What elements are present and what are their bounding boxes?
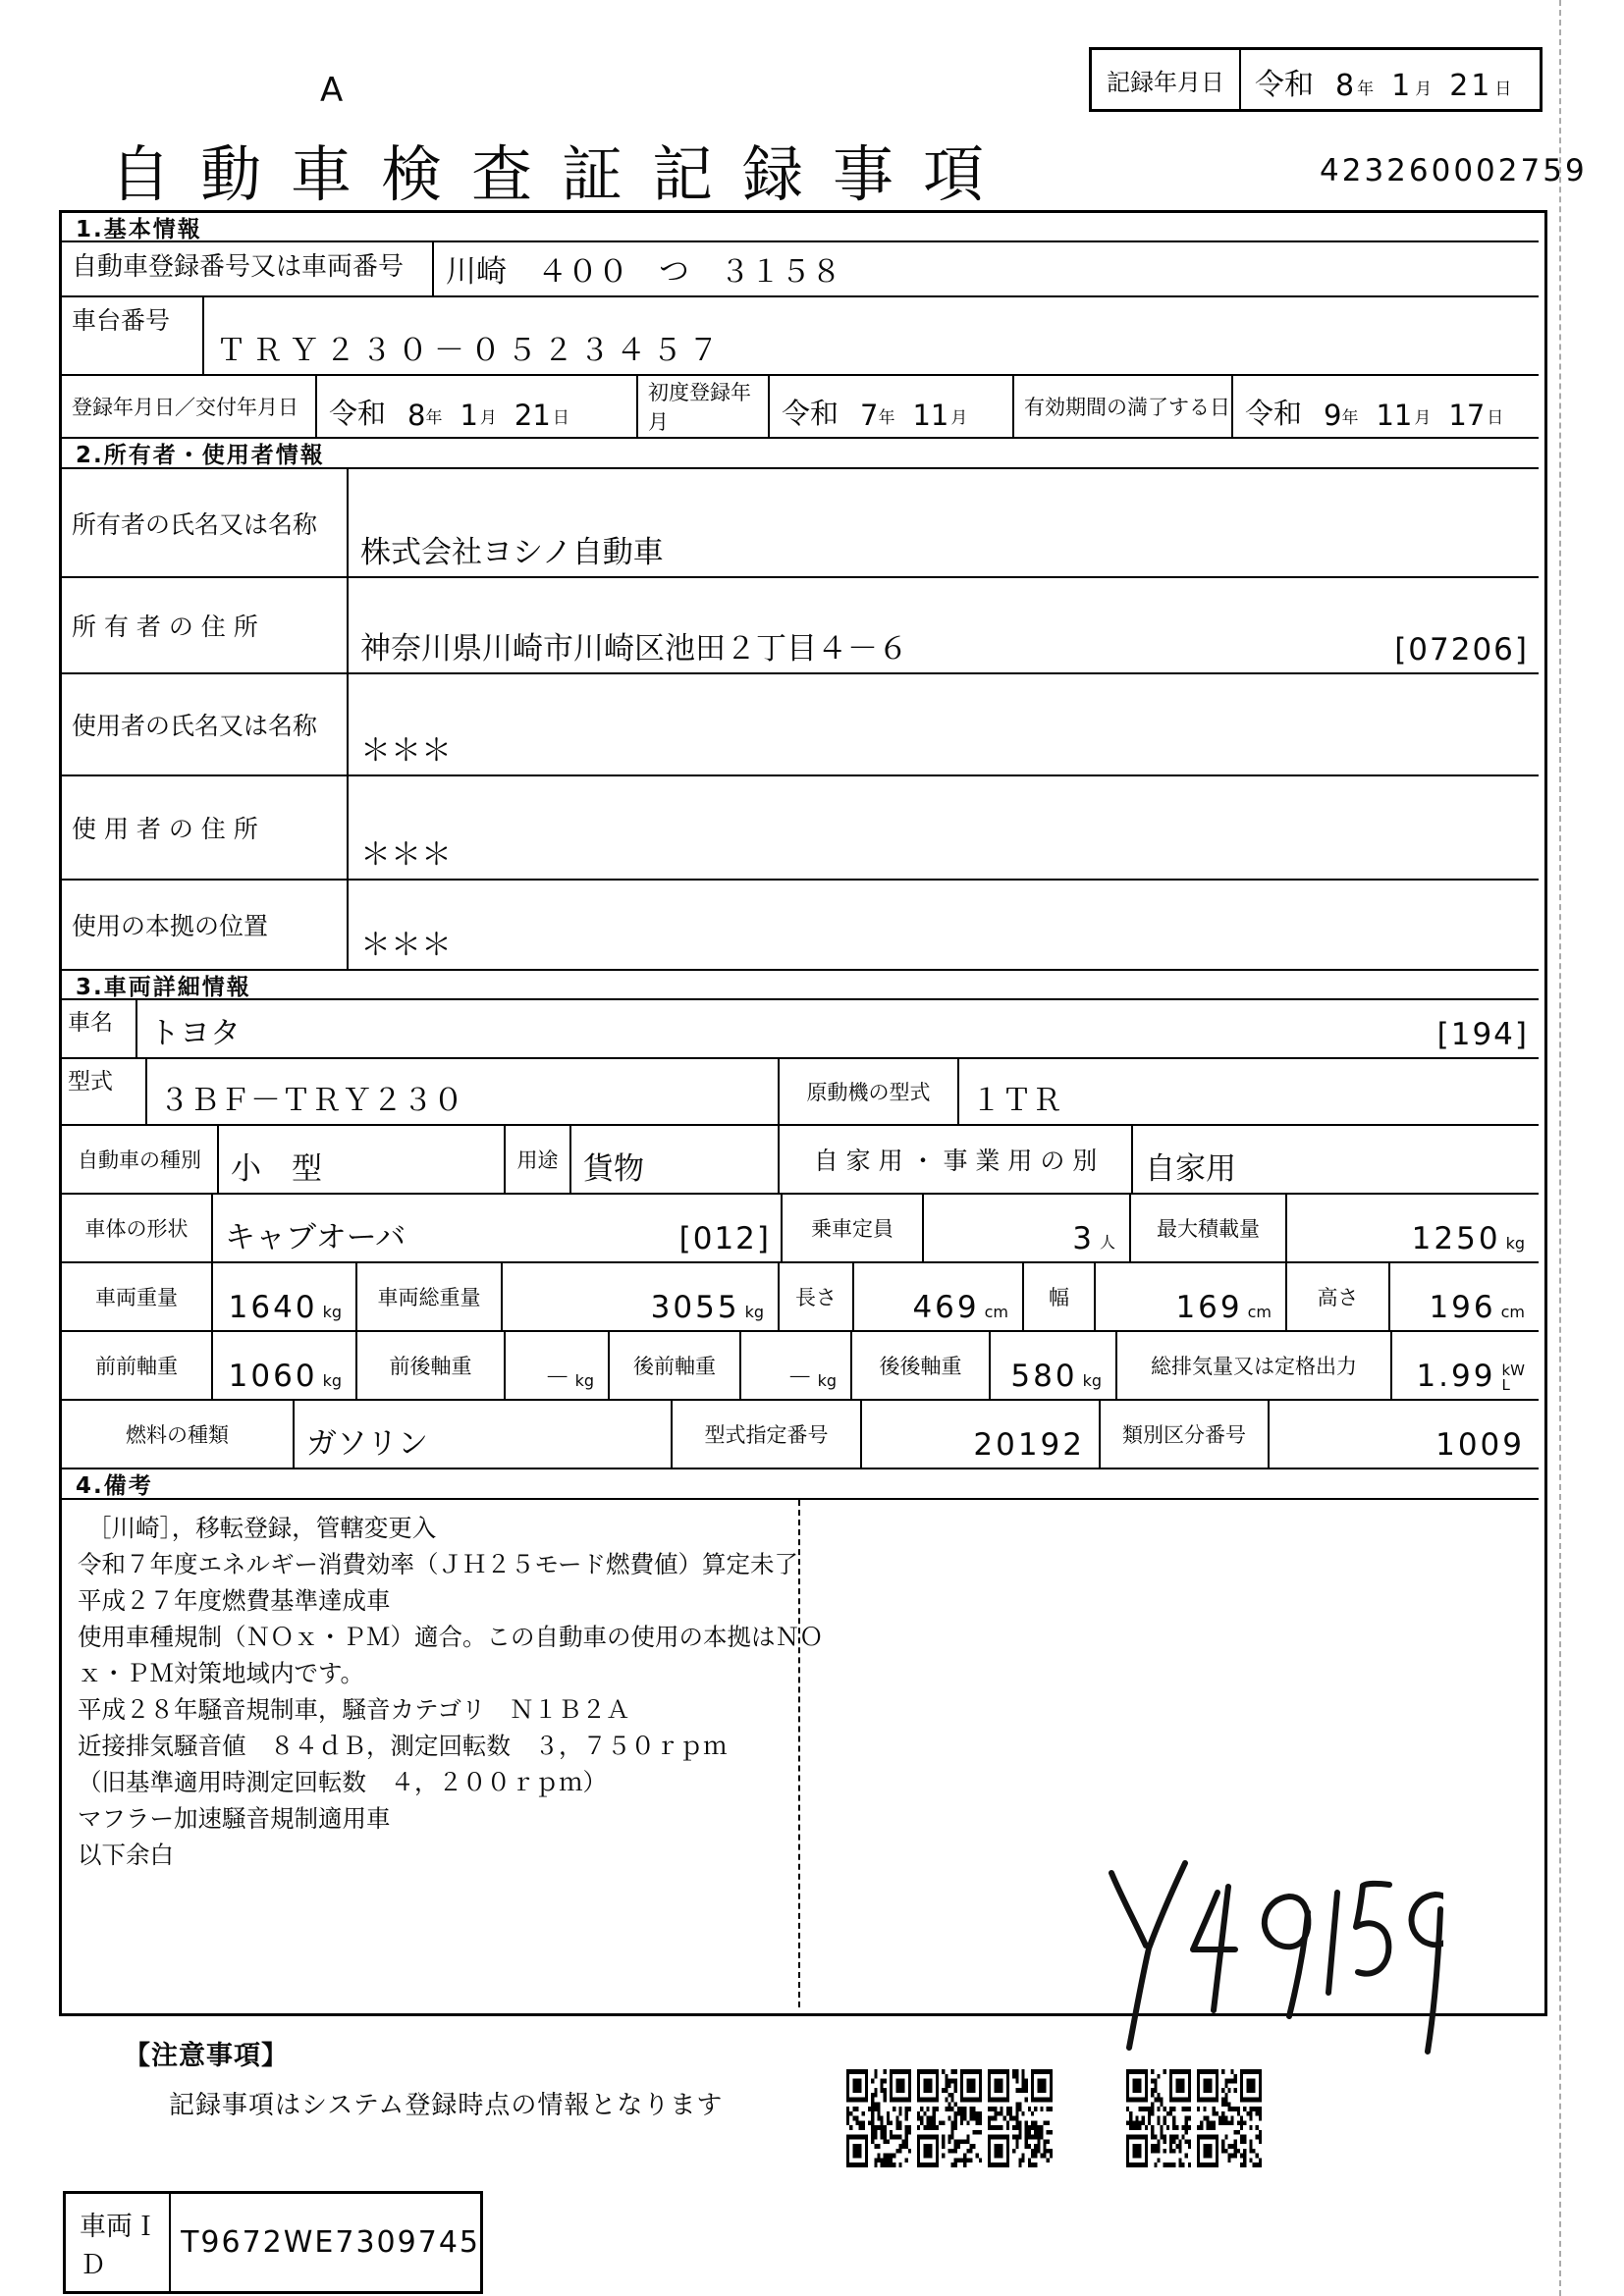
car-name-label: 車名 bbox=[62, 1000, 135, 1059]
expiry-date-label: 有効期間の満了する日 bbox=[1012, 376, 1231, 439]
chassis-number-label: 車台番号 bbox=[62, 297, 202, 376]
category-number-label: 類別区分番号 bbox=[1099, 1401, 1268, 1469]
document-serial-number: 423260002759 bbox=[1320, 153, 1588, 188]
remark-line: 令和７年度エネルギー消費効率（ＪＨ２５モード燃費値）算定未了 bbox=[78, 1550, 799, 1578]
qr-code bbox=[917, 2069, 982, 2167]
remark-line: ｘ・ＰＭ対策地域内です。 bbox=[78, 1659, 365, 1687]
max-load-value: 1250 kg bbox=[1285, 1195, 1539, 1263]
expiry-date-value: 令和 9 年 11 月 17 日 bbox=[1231, 376, 1539, 439]
registration-number-value: 川崎 ４００ つ ３１５８ bbox=[432, 242, 1539, 297]
axle-front-rear-label: 前後軸重 bbox=[355, 1332, 504, 1401]
car-name-code: [194] bbox=[1436, 1017, 1529, 1052]
notice-heading: 【注意事項】 bbox=[124, 2041, 289, 2071]
registration-number-label: 自動車登録番号又は車両番号 bbox=[62, 242, 432, 297]
body-shape-value: キャブオーバ [012] bbox=[211, 1195, 781, 1263]
user-name-label: 使用者の氏名又は名称 bbox=[62, 674, 347, 776]
length-value: 469 cm bbox=[852, 1263, 1022, 1332]
owner-name-value: 株式会社ヨシノ自動車 bbox=[347, 469, 1539, 578]
registration-date-value: 令和 8 年 1 月 21 日 bbox=[315, 376, 636, 439]
engine-model-label: 原動機の型式 bbox=[778, 1059, 957, 1126]
remark-line: 平成２８年騒音規制車，騒音カテゴリ Ｎ１Ｂ２Ａ bbox=[78, 1695, 630, 1724]
user-address-label: 使 用 者 の 住 所 bbox=[62, 776, 347, 881]
vehicle-id-value: T9672WE7309745 bbox=[181, 2225, 480, 2260]
first-registration-value: 令和 7 年 11 月 bbox=[768, 376, 1012, 439]
remark-line: 使用車種規制（ＮＯｘ・ＰＭ）適合。この自動車の使用の本拠はＮＯ bbox=[78, 1623, 824, 1651]
vehicle-id-label: 車両ＩＤ bbox=[66, 2194, 171, 2291]
model-value: ３ＢＦ－ＴＲＹ２３０ bbox=[145, 1059, 778, 1126]
body-shape-label: 車体の形状 bbox=[62, 1195, 211, 1263]
displacement-label: 総排気量又は定格出力 bbox=[1115, 1332, 1390, 1401]
vehicle-class-value: 小 型 bbox=[217, 1126, 504, 1195]
base-location-value: ＊＊＊ bbox=[347, 881, 1539, 971]
axle-front-front-label: 前前軸重 bbox=[62, 1332, 211, 1401]
record-date-label: 記録年月日 bbox=[1092, 50, 1241, 109]
axle-front-front-value: 1060 kg bbox=[211, 1332, 355, 1401]
notice-text: 記録事項はシステム登録時点の情報となります bbox=[169, 2091, 724, 2120]
fuel-value: ガソリン bbox=[293, 1401, 671, 1469]
remark-line: （旧基準適用時測定回転数 ４，２００ｒｐｍ） bbox=[78, 1768, 607, 1796]
max-load-label: 最大積載量 bbox=[1129, 1195, 1285, 1263]
handwritten-number bbox=[1090, 1855, 1443, 2065]
qr-code bbox=[1126, 2069, 1191, 2167]
displacement-value: 1.99 kW L bbox=[1390, 1332, 1539, 1401]
handwriting-strokes bbox=[1090, 1855, 1443, 2061]
qr-code bbox=[988, 2069, 1053, 2167]
page-corner-mark: A bbox=[320, 71, 344, 110]
height-label: 高さ bbox=[1285, 1263, 1388, 1332]
first-registration-label: 初度登録年月 bbox=[636, 376, 768, 439]
gross-weight-label: 車両総重量 bbox=[355, 1263, 501, 1332]
engine-model-value: １ＴＲ bbox=[957, 1059, 1539, 1126]
axle-rear-front-value: － kg bbox=[739, 1332, 850, 1401]
axle-rear-front-label: 後前軸重 bbox=[608, 1332, 739, 1401]
private-business-label: 自 家 用 ・ 事 業 用 の 別 bbox=[778, 1126, 1131, 1195]
page-title: 自動車検査証記録事項 bbox=[110, 138, 1014, 210]
private-business-value: 自家用 bbox=[1131, 1126, 1539, 1195]
remarks-column-divider bbox=[798, 1500, 800, 2007]
record-date-value: 令和 8 年 1 月 21 日 bbox=[1255, 68, 1512, 103]
vehicle-weight-value: 1640 kg bbox=[211, 1263, 355, 1332]
car-name-value: トヨタ [194] bbox=[135, 1000, 1539, 1059]
user-address-value: ＊＊＊ bbox=[347, 776, 1539, 881]
section1-heading: 1.基本情報 bbox=[62, 213, 1539, 242]
owner-address-code: [07206] bbox=[1394, 632, 1529, 667]
category-number-value: 1009 bbox=[1268, 1401, 1539, 1469]
height-value: 196 cm bbox=[1388, 1263, 1539, 1332]
vehicle-class-label: 自動車の種別 bbox=[62, 1126, 217, 1195]
width-label: 幅 bbox=[1022, 1263, 1094, 1332]
body-shape-code: [012] bbox=[678, 1221, 771, 1256]
axle-front-rear-value: － kg bbox=[504, 1332, 608, 1401]
section2-heading: 2.所有者・使用者情報 bbox=[62, 439, 1539, 469]
qr-code bbox=[846, 2069, 911, 2167]
length-label: 長さ bbox=[778, 1263, 852, 1332]
owner-name-label: 所有者の氏名又は名称 bbox=[62, 469, 347, 578]
capacity-value: 3 人 bbox=[922, 1195, 1129, 1263]
model-label: 型式 bbox=[62, 1059, 145, 1126]
gross-weight-value: 3055 kg bbox=[501, 1263, 778, 1332]
remark-line: 平成２７年度燃費基準達成車 bbox=[78, 1586, 391, 1615]
registration-date-label: 登録年月日／交付年月日 bbox=[62, 376, 315, 439]
type-designation-value: 20192 bbox=[860, 1401, 1099, 1469]
section4-heading: 4.備考 bbox=[62, 1469, 1539, 1500]
remark-line: ［川崎］，移転登録，管轄変更入 bbox=[87, 1514, 437, 1542]
type-designation-label: 型式指定番号 bbox=[671, 1401, 860, 1469]
axle-rear-rear-value: 580 kg bbox=[989, 1332, 1115, 1401]
vehicle-id-box bbox=[63, 2191, 483, 2294]
axle-rear-rear-label: 後後軸重 bbox=[850, 1332, 989, 1401]
base-location-label: 使用の本拠の位置 bbox=[62, 881, 347, 971]
remark-line: 以下余白 bbox=[78, 1841, 174, 1869]
displacement-units: kW L bbox=[1501, 1362, 1525, 1394]
owner-address-value: 神奈川県川崎市川崎区池田２丁目４－６ [07206] bbox=[347, 578, 1539, 674]
remark-line: マフラー加速騒音規制適用車 bbox=[78, 1804, 391, 1833]
section3-heading: 3.車両詳細情報 bbox=[62, 971, 1539, 1000]
use-label: 用途 bbox=[504, 1126, 569, 1195]
record-table bbox=[59, 210, 1547, 2016]
width-value: 169 cm bbox=[1094, 1263, 1285, 1332]
owner-address-label: 所 有 者 の 住 所 bbox=[62, 578, 347, 674]
remark-line: 近接排気騒音値 ８４ｄＢ，測定回転数 ３，７５０ｒｐｍ bbox=[78, 1732, 728, 1760]
record-date-box bbox=[1089, 47, 1543, 112]
user-name-value: ＊＊＊ bbox=[347, 674, 1539, 776]
qr-code bbox=[1197, 2069, 1262, 2167]
vehicle-weight-label: 車両重量 bbox=[62, 1263, 211, 1332]
page-edge-perforation bbox=[1559, 0, 1561, 2296]
capacity-label: 乗車定員 bbox=[781, 1195, 922, 1263]
use-value: 貨物 bbox=[569, 1126, 778, 1195]
chassis-number-value: ＴＲＹ２３０－０５２３４５７ bbox=[202, 297, 1539, 376]
fuel-label: 燃料の種類 bbox=[62, 1401, 293, 1469]
